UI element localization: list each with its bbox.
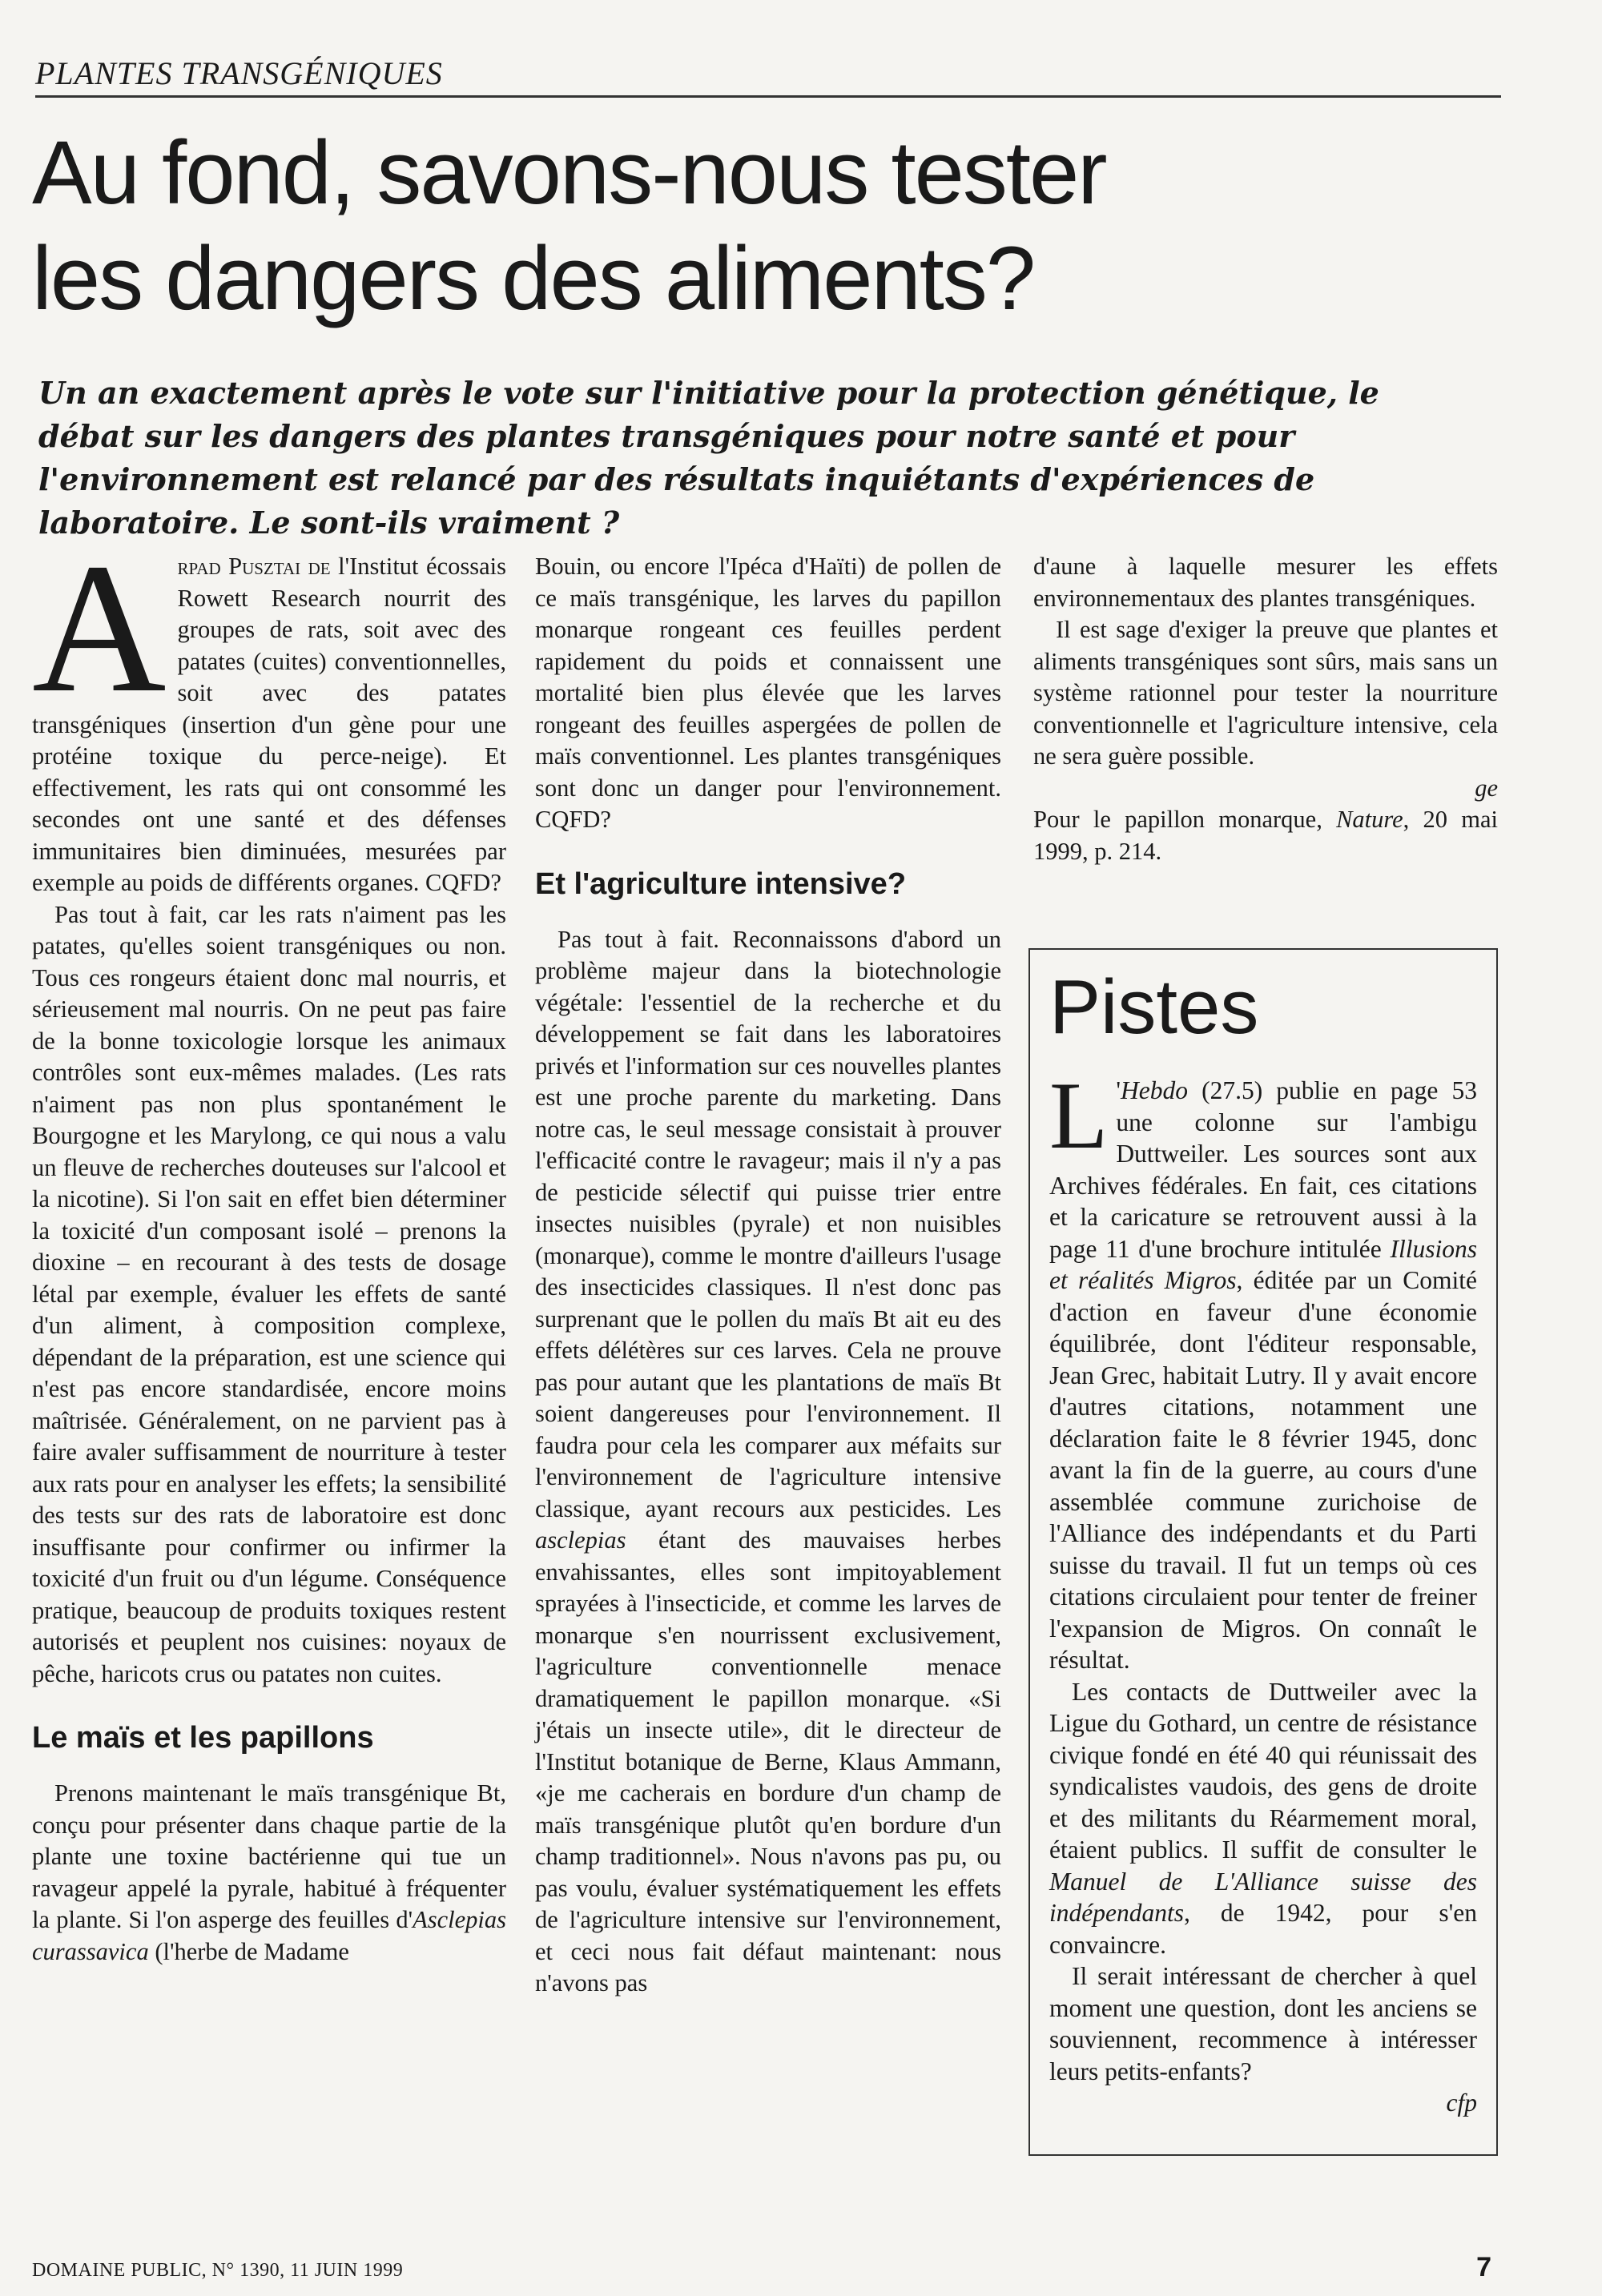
paragraph-text: Les contacts de Duttweiler avec la Ligue du Gothard, un centre de résistance civique fondé en été 40 qui réunissait des syndicalistes vaudois, des gens de droite et des militants du Réarmement moral, étaient publics. Il suffit de consulter le: [1049, 1677, 1477, 1864]
paragraph: Il est sage d'exiger la preuve que plantes et aliments transgéniques sont sûrs, mais sans un système rationnel pour tester la nourriture conventionnelle et l'agriculture intensive, cela ne sera guère possible.: [1033, 616, 1498, 770]
paragraph: [1049, 1676, 1477, 1961]
author-signature: ge: [1475, 774, 1498, 802]
headline-line-2: les dangers des aliments?: [32, 228, 1035, 328]
sidebar-body: [1049, 1062, 1477, 2119]
sidebar-title: Pistes: [1049, 964, 1259, 1050]
section-rubric: PLANTES TRANSGÉNIQUES: [35, 54, 1501, 98]
paragraph-text: , de 1942, pour s'en convaincre.: [1049, 1899, 1477, 1959]
paragraph: [32, 525, 506, 899]
headline-line-1: Au fond, savons-nous tester: [32, 123, 1106, 223]
paragraph-text: ': [1116, 1076, 1121, 1104]
author-signature: cfp: [1446, 2089, 1477, 2117]
species-name: Asclepias curassavica: [32, 1906, 506, 1965]
reference-text: , 20 mai 1999, p. 214.: [1033, 806, 1498, 865]
paragraph: [1049, 1062, 1477, 1676]
paragraph-text: , éditée par un Comité d'action en faveur d'une économie équilibrée, dont l'éditeur responsable, Jean Grec, habitait Lutry. Il y avait encore d'autres citations, notamment une déclaration faite le 8 février 1945, donc avant la fin de la guerre, au cours d'une assemblée commune zurichoise de l'Alliance des indépendants et du Parti suisse du travail. Il fut un temps où ces citations circulaient pour tenter de freiner l'expansion de Migros. On connaît le résultat.: [1049, 1266, 1477, 1674]
paragraph: [535, 924, 1001, 2000]
paragraph-text: (l'herbe de Madame: [148, 1937, 349, 1965]
drop-cap: L: [1049, 1062, 1109, 1168]
subheading: Et l'agriculture intensive?: [535, 867, 907, 901]
page-number: 7: [1476, 2252, 1491, 2282]
reference-note: [1033, 804, 1498, 867]
manual-title: Manuel de L'Alliance suisse des indépendants: [1049, 1867, 1477, 1927]
paragraph-text: Pas tout à fait. Reconnaissons d'abord un problème majeur dans la biotechnologie végétale: l'essentiel de la recherche et du développement se fait dans les laboratoires privés et l'information sur ces nouvelles plantes est une proche parente du marketing. Dans notre cas, le seul message consistait à prouver l'efficacité contre le ravageur; mais il n'y a pas de pesticide sélectif qui puisse trier entre insectes nuisibles (pyrale) et non nuisibles (monarque), comme le montre d'ailleurs l'usage des insecticides classiques. Il n'est donc pas surprenant que le pollen du maïs Bt ait eu des effets délétères sur ces larves. Cela ne prouve pas pour autant que les plantations de maïs Bt soient dangereuses pour l'environnement. Il faudra pour cela les comparer aux méfaits sur l'environnement de l'agriculture intensive classique, ayant recours aux pesticides. Les: [535, 925, 1001, 1522]
journal-name: Nature: [1336, 806, 1403, 833]
standfirst: Un an exactement après le vote sur l'initiative pour la protection génétique, le débat sur les dangers des plantes transgéniques pour notre santé et pour l'environnement est relancé par des résultats inquiétants d'expériences de laboratoire. Le sont-ils vraiment ?: [38, 375, 1379, 541]
paragraph-text: Prenons maintenant le maïs transgénique Bt, conçu pour présenter dans chaque partie de la plante une toxine bactérienne qui tue un ravageur appelé la pyrale, habitué à fréquenter la plante. Si l'on asperge des feuilles d': [32, 1779, 506, 1933]
paragraph-text: (27.5) publie en page 53 une colonne sur l'ambigu Duttweiler. Les sources sont aux Archives fédérales. En fait, ces citations et la caricature se retrouvent aussi à la page 11 d'une brochure intitulée: [1049, 1076, 1477, 1263]
paragraph-text: étant des mauvaises herbes envahissantes, elles sont impitoyablement sprayées à l'insecticide, et comme les larves de monarque s'en nourrissent exclusivement, l'agriculture conventionnelle menace dramatiquement le papillon monarque. «Si j'étais un insecte utile», dit le directeur de l'Institut botanique de Berne, Klaus Ammann, «je me cacherais en bordure d'un champ de maïs transgénique plutôt qu'en bordure d'un champ traditionnel». Nous n'avons pas pu, ou pas voulu, évaluer systématiquement les effets de l'agriculture intensive sur l'environnement, et ceci nous fait défaut maintenant: nous n'avons pas: [535, 1526, 1001, 1996]
paragraph: Il serait intéressant de chercher à quel moment une question, dont les anciens se souviennent, recommence à intéresser leurs petits-enfants?: [1049, 1962, 1477, 2085]
article-column-3: [1033, 551, 1498, 867]
article-column-1: [32, 525, 506, 1968]
author-name: rpad Pusztai de: [177, 553, 331, 580]
article-column-2: [535, 551, 1001, 2000]
headline: [32, 120, 1394, 332]
reference-text: Pour le papillon monarque,: [1033, 806, 1337, 833]
paragraph: Pas tout à fait, car les rats n'aiment pas les patates, qu'elles soient transgéniques ou non. Tous ces rongeurs étaient donc mal nourris, et sérieusement mal nourris. On ne peut pas faire de la bonne toxicologie lorsque les animaux contrôles sont eux-mêmes malades. (Les rats n'aiment pas non plus spontanément le Bourgogne et les Marylong, ce qui nous a valu un fleuve de recherches douteuses sur l'alcool et la nicotine). Si l'on sait en effet bien déterminer la toxicité d'un composant isolé – prenons la dioxine – en recourant à des tests de dosage létal par exemple, évaluer les effets de santé d'un aliment, à composition complexe, dépendant de la préparation, est une science qui n'est pas encore standardisée, encore moins maîtrisée. Généralement, on ne parvient pas à faire avaler suffisamment de nourriture à tester aux rats pour en analyser les effets; la sensibilité des tests sur des rats de laboratoire est donc insuffisante pour confirmer ou infirmer la toxicité d'un fruit ou d'un légume. Conséquence pratique, beaucoup de produits toxiques restent autorisés et peuplent nos cuisines: noyaux de pêche, haricots crus ou patates non cuites.: [32, 900, 506, 1687]
page-footer: DOMAINE PUBLIC, N° 1390, 11 JUIN 1999: [32, 2260, 404, 2281]
paragraph: Bouin, ou encore l'Ipéca d'Haïti) de pollen de ce maïs transgénique, les larves du papillon monarque rongeant ces feuilles perdent rapidement du poids et connaissent une mortalité bien plus élevée que les larves rongeant des feuilles aspergées de pollen de maïs conventionnel. Les plantes transgéniques sont donc un danger pour l'environnement. CQFD?: [535, 553, 1001, 833]
paragraph: [32, 1778, 506, 1968]
species-name: asclepias: [535, 1526, 626, 1554]
drop-cap: A: [32, 525, 167, 731]
publication-name: Hebdo: [1121, 1076, 1188, 1104]
subheading: Le maïs et les papillons: [32, 1721, 374, 1755]
sidebar-box-pistes: [1028, 948, 1498, 2156]
brochure-title: Illusions et réalités Migros: [1049, 1234, 1477, 1294]
paragraph-text: l'Institut écossais Rowett Research nourrit des groupes de rats, soit avec des patates (cuites) conventionnelles, soit avec des patates transgéniques (insertion d'un gène pour une protéine toxique du perce-neige). Et effectivement, les rats qui ont consommé les secondes ont une santé et des défenses immunitaires bien diminuées, mesurées par exemple au poids de différents organes. CQFD?: [32, 553, 506, 896]
paragraph: d'aune à laquelle mesurer les effets environnementaux des plantes transgéniques.: [1033, 553, 1498, 612]
